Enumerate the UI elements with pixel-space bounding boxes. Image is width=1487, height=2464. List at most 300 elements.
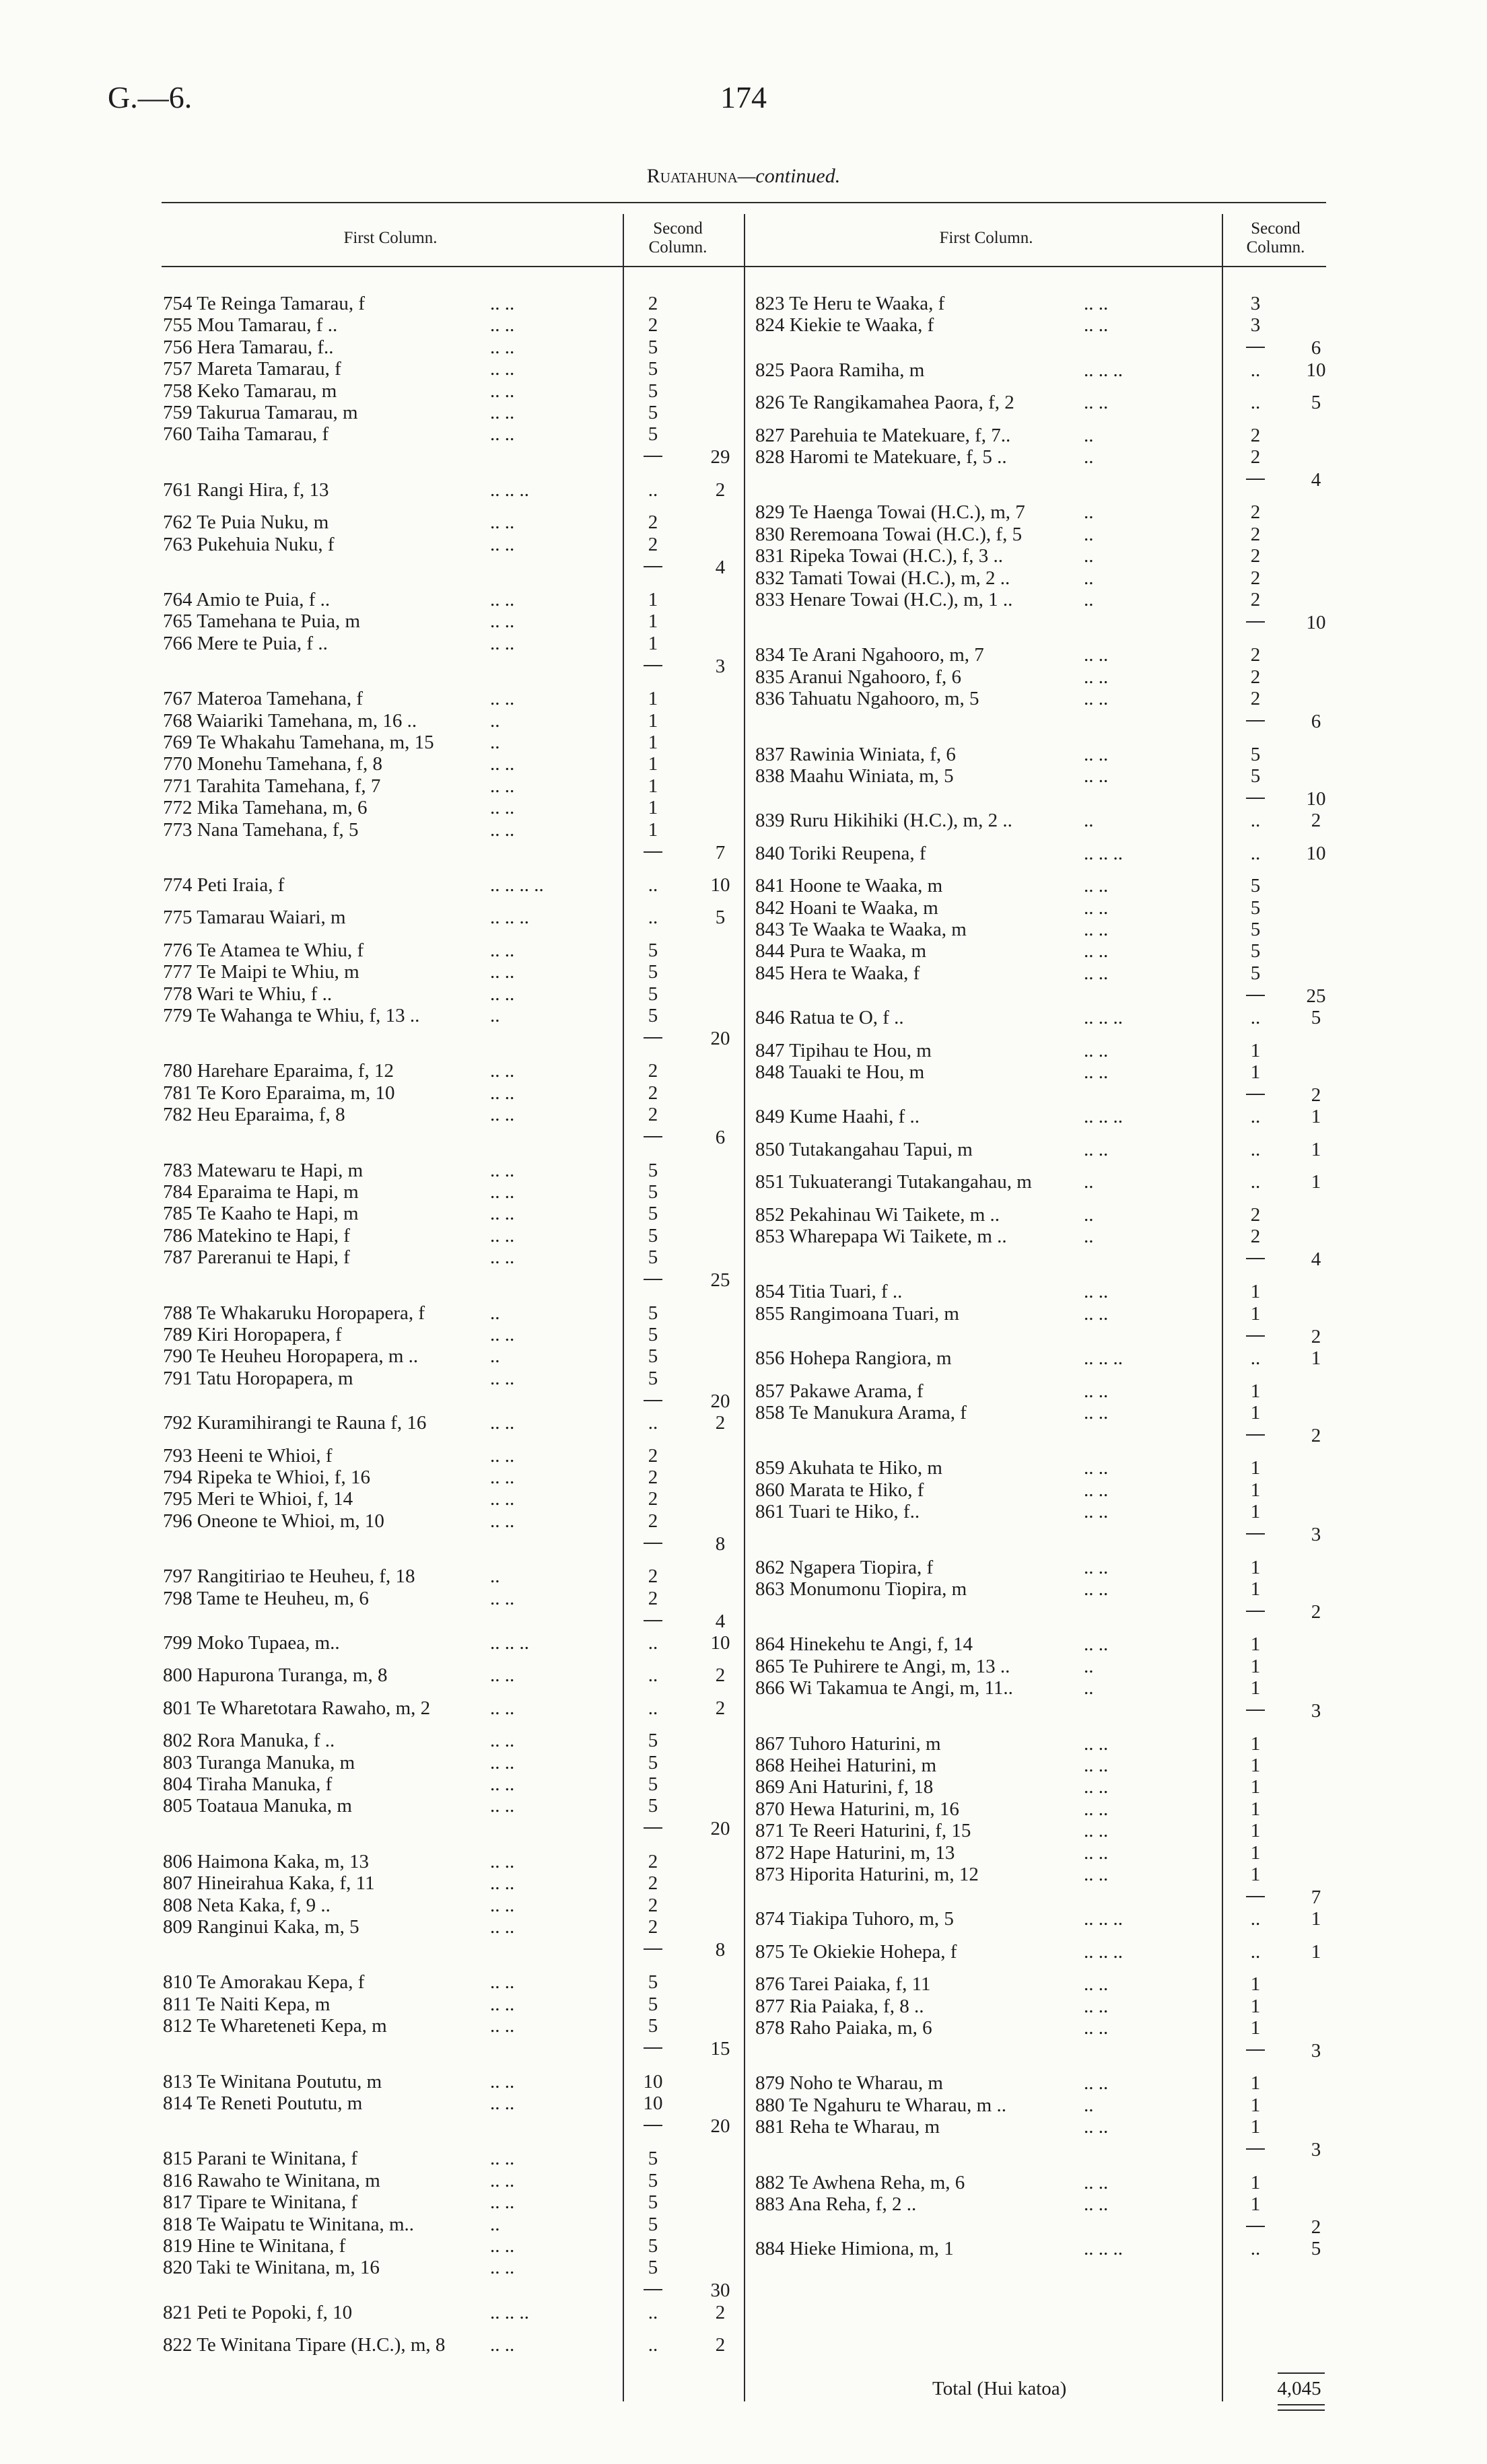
entry-name: 846 Ratua te O, f .. bbox=[755, 1007, 904, 1029]
group-subtotal: 2 bbox=[1311, 2216, 1321, 2238]
list-item bbox=[755, 1677, 1222, 1699]
subtotal-dash bbox=[644, 1543, 662, 1544]
entry-name: 847 Tipihau te Hou, m bbox=[755, 1039, 932, 1061]
list-item bbox=[755, 1402, 1222, 1423]
list-item bbox=[755, 567, 1222, 589]
entry-name: 827 Parehuia te Matekuare, f, 7.. bbox=[755, 424, 1011, 446]
entry-name: 854 Titia Tuari, f .. bbox=[755, 1281, 903, 1303]
leader-dots: .. .. bbox=[490, 589, 515, 610]
entry-share: 1 bbox=[1250, 1732, 1261, 1755]
entry-share: 5 bbox=[648, 380, 658, 402]
list-item bbox=[163, 710, 623, 732]
subtotal-dash bbox=[1246, 479, 1265, 480]
leader-dots: .. .. bbox=[1084, 1798, 1109, 1820]
list-item bbox=[163, 479, 623, 501]
entry-share: 2 bbox=[648, 1850, 658, 1872]
leader-dots: .. .. bbox=[1084, 314, 1109, 337]
list-item bbox=[163, 358, 623, 380]
entry-name: 875 Te Okiekie Hohepa, f bbox=[755, 1940, 957, 1963]
empty-share-dots: .. bbox=[1250, 1347, 1261, 1370]
leader-dots: .. .. bbox=[1084, 293, 1109, 314]
leader-dots: .. .. bbox=[490, 293, 515, 314]
entry-name: 799 Moko Tupaea, m.. bbox=[163, 1632, 340, 1654]
leader-dots: .. bbox=[1084, 523, 1094, 545]
entry-name: 774 Peti Iraia, f bbox=[163, 874, 285, 896]
entry-name: 761 Rangi Hira, f, 13 bbox=[163, 479, 329, 501]
subtotal-dash bbox=[1246, 2049, 1265, 2051]
list-item bbox=[163, 1412, 623, 1434]
leader-dots: .. .. bbox=[490, 2148, 515, 2170]
right-first-column-header: First Column. bbox=[939, 229, 1033, 247]
leader-dots: .. .. bbox=[490, 1773, 515, 1795]
list-item bbox=[755, 1501, 1222, 1522]
empty-share-dots: .. bbox=[648, 479, 658, 501]
leader-dots: .. bbox=[1084, 567, 1094, 589]
entry-share: 5 bbox=[1250, 919, 1261, 940]
entry-share: 5 bbox=[1250, 875, 1261, 897]
subtotal-dash bbox=[1246, 995, 1265, 996]
entry-name: 755 Mou Tamarau, f .. bbox=[163, 314, 338, 337]
entry-share: 2 bbox=[1250, 567, 1261, 589]
subtotal-dash bbox=[1246, 1611, 1265, 1612]
entry-share: 5 bbox=[648, 1773, 658, 1795]
entry-share: 2 bbox=[1250, 501, 1261, 524]
entry-name: 813 Te Winitana Poututu, m bbox=[163, 2070, 382, 2092]
list-item bbox=[755, 1171, 1222, 1193]
list-item bbox=[163, 337, 623, 358]
entry-share: 1 bbox=[1250, 1039, 1261, 1061]
group-subtotal: 3 bbox=[1311, 1524, 1321, 1546]
leader-dots: .. .. bbox=[490, 1324, 515, 1345]
empty-share-dots: .. bbox=[1250, 1940, 1261, 1963]
list-item bbox=[163, 1225, 623, 1246]
leader-dots: .. .. bbox=[490, 423, 515, 446]
list-item bbox=[755, 897, 1222, 919]
entry-name: 868 Heihei Haturini, m bbox=[755, 1755, 937, 1776]
section-title bbox=[0, 165, 1487, 188]
group-subtotal: 25 bbox=[710, 1269, 730, 1292]
group-subtotal: 6 bbox=[1311, 711, 1321, 733]
subtotal-dash bbox=[644, 2289, 662, 2290]
leader-dots: .. .. bbox=[1084, 875, 1109, 897]
entry-name: 853 Wharepapa Wi Taikete, m .. bbox=[755, 1226, 1007, 1247]
group-subtotal: 2 bbox=[715, 1412, 726, 1434]
list-item bbox=[163, 1795, 623, 1817]
entry-name: 771 Tarahita Tamehana, f, 7 bbox=[163, 775, 381, 797]
entry-share: 1 bbox=[1250, 1798, 1261, 1820]
group-subtotal: 7 bbox=[1311, 1887, 1321, 1908]
leader-dots: .. .. bbox=[490, 1367, 515, 1389]
list-item bbox=[163, 1246, 623, 1268]
leader-dots: .. .. .. bbox=[1084, 359, 1123, 381]
list-item bbox=[755, 1820, 1222, 1841]
list-item bbox=[755, 501, 1222, 523]
entry-name: 850 Tutakangahau Tapui, m bbox=[755, 1138, 973, 1160]
leader-dots: .. .. bbox=[1084, 1973, 1109, 1996]
entry-name: 769 Te Whakahu Tamehana, m, 15 bbox=[163, 732, 434, 753]
leader-dots: .. .. bbox=[490, 1894, 515, 1916]
list-item bbox=[163, 1971, 623, 1993]
leader-dots: .. .. bbox=[490, 1082, 515, 1104]
entry-share: 5 bbox=[648, 939, 658, 961]
list-item bbox=[755, 688, 1222, 709]
section-title-name: Ruatahuna bbox=[646, 165, 738, 187]
entry-name: 874 Tiakipa Tuhoro, m, 5 bbox=[755, 1908, 954, 1930]
list-item bbox=[755, 1842, 1222, 1864]
leader-dots: .. .. bbox=[490, 2015, 515, 2037]
subtotal-dash bbox=[1246, 1335, 1265, 1337]
leader-dots: .. .. .. bbox=[490, 907, 529, 929]
subtotal-dash bbox=[644, 1948, 662, 1950]
list-item bbox=[755, 1139, 1222, 1160]
list-item bbox=[755, 524, 1222, 545]
entry-name: 785 Te Kaaho te Hapi, m bbox=[163, 1203, 359, 1225]
list-item bbox=[163, 1005, 623, 1026]
leader-dots: .. .. bbox=[490, 1224, 515, 1246]
list-item bbox=[755, 1457, 1222, 1479]
entry-name: 793 Heeni te Whioi, f bbox=[163, 1444, 333, 1467]
entry-name: 798 Tame te Heuheu, m, 6 bbox=[163, 1587, 369, 1609]
list-item bbox=[163, 1488, 623, 1510]
entry-share: 1 bbox=[1250, 2171, 1261, 2193]
leader-dots: .. .. .. bbox=[1084, 842, 1123, 864]
entry-share: 1 bbox=[1250, 1841, 1261, 1864]
entry-name: 780 Harehare Eparaima, f, 12 bbox=[163, 1060, 394, 1082]
list-item bbox=[755, 293, 1222, 314]
entry-share: 1 bbox=[1250, 1302, 1261, 1325]
entry-name: 810 Te Amorakau Kepa, f bbox=[163, 1971, 365, 1994]
entry-share: 5 bbox=[1250, 896, 1261, 919]
entry-name: 768 Waiariki Tamehana, m, 16 .. bbox=[163, 709, 417, 732]
list-item bbox=[163, 775, 623, 797]
list-item bbox=[163, 1324, 623, 1345]
entry-name: 770 Monehu Tamehana, f, 8 bbox=[163, 753, 383, 775]
entry-name: 839 Ruru Hikihiki (H.C.), m, 2 .. bbox=[755, 810, 1012, 832]
entry-share: 5 bbox=[1250, 743, 1261, 765]
entry-share: 1 bbox=[1250, 1995, 1261, 2017]
leader-dots: .. bbox=[1084, 424, 1094, 446]
list-item bbox=[755, 1776, 1222, 1798]
entry-name: 814 Te Reneti Poututu, m bbox=[163, 2092, 363, 2114]
list-item bbox=[755, 765, 1222, 787]
leader-dots: .. .. bbox=[490, 1060, 515, 1082]
leader-dots: .. bbox=[490, 732, 500, 753]
entry-name: 845 Hera te Waaka, f bbox=[755, 962, 920, 984]
leader-dots: .. .. bbox=[490, 2070, 515, 2092]
group-subtotal: 10 bbox=[1306, 612, 1326, 633]
list-item bbox=[163, 1445, 623, 1467]
entry-share: 5 bbox=[648, 358, 658, 380]
subtotal-dash bbox=[644, 1279, 662, 1280]
leader-dots: .. bbox=[1084, 1226, 1094, 1247]
entry-name: 760 Taiha Tamarau, f bbox=[163, 423, 329, 446]
group-subtotal: 5 bbox=[1311, 392, 1321, 414]
leader-dots: .. .. bbox=[490, 1971, 515, 1994]
entry-share: 1 bbox=[1250, 1973, 1261, 1996]
entry-share: 1 bbox=[1250, 1677, 1261, 1699]
leader-dots: .. .. bbox=[490, 1159, 515, 1181]
list-item bbox=[163, 1565, 623, 1587]
entry-name: 822 Te Winitana Tipare (H.C.), m, 8 bbox=[163, 2334, 446, 2356]
entry-name: 826 Te Rangikamahea Paora, f, 2 bbox=[755, 392, 1014, 414]
list-item bbox=[755, 1656, 1222, 1677]
leader-dots: .. .. bbox=[1084, 1864, 1109, 1885]
leader-dots: .. .. bbox=[490, 1467, 515, 1488]
leader-dots: .. .. bbox=[1084, 743, 1109, 765]
list-item bbox=[755, 1479, 1222, 1501]
leader-dots: .. .. bbox=[490, 818, 515, 841]
list-item bbox=[163, 1203, 623, 1224]
entry-name: 828 Haromi te Matekuare, f, 5 .. bbox=[755, 446, 1007, 468]
list-item bbox=[163, 1104, 623, 1125]
leader-dots: .. .. .. bbox=[490, 479, 529, 501]
subtotal-dash bbox=[1246, 2226, 1265, 2227]
entry-name: 841 Hoone te Waaka, m bbox=[755, 875, 943, 897]
list-item bbox=[163, 907, 623, 928]
entry-name: 802 Rora Manuka, f .. bbox=[163, 1730, 335, 1752]
group-subtotal: 2 bbox=[715, 1664, 726, 1687]
list-item bbox=[163, 2302, 623, 2323]
entry-share: 1 bbox=[1250, 1864, 1261, 1885]
leader-dots: .. .. bbox=[1084, 1061, 1109, 1083]
leader-dots: .. bbox=[1084, 545, 1094, 567]
entry-name: 863 Monumonu Tiopira, m bbox=[755, 1578, 967, 1600]
list-item bbox=[163, 1664, 623, 1686]
entry-share: 5 bbox=[1250, 765, 1261, 787]
entry-name: 791 Tatu Horopapera, m bbox=[163, 1367, 353, 1389]
leader-dots: .. bbox=[1084, 810, 1094, 832]
entry-name: 883 Ana Reha, f, 2 .. bbox=[755, 2193, 917, 2215]
entry-share: 5 bbox=[648, 402, 658, 423]
entry-name: 794 Ripeka te Whioi, f, 16 bbox=[163, 1467, 370, 1488]
entry-share: 1 bbox=[1250, 1380, 1261, 1402]
list-item bbox=[163, 1467, 623, 1488]
list-item bbox=[755, 875, 1222, 896]
group-subtotal: 10 bbox=[1306, 842, 1326, 864]
list-item bbox=[163, 688, 623, 709]
group-subtotal: 1 bbox=[1311, 1940, 1321, 1963]
list-item bbox=[755, 1864, 1222, 1885]
entry-name: 831 Ripeka Towai (H.C.), f, 3 .. bbox=[755, 545, 1003, 567]
entry-name: 872 Hape Haturini, m, 13 bbox=[755, 1841, 955, 1864]
leader-dots: .. .. bbox=[1084, 1039, 1109, 1061]
leader-dots: .. .. bbox=[490, 939, 515, 961]
entry-name: 871 Te Reeri Haturini, f, 15 bbox=[755, 1820, 971, 1842]
list-item bbox=[163, 1994, 623, 2015]
entry-name: 824 Kiekie te Waaka, f bbox=[755, 314, 934, 337]
entry-name: 815 Parani te Winitana, f bbox=[163, 2148, 358, 2170]
list-item bbox=[755, 392, 1222, 413]
entry-share: 1 bbox=[1250, 1457, 1261, 1479]
leader-dots: .. .. bbox=[1084, 2072, 1109, 2095]
leader-dots: .. .. bbox=[1084, 2017, 1109, 2039]
entry-name: 851 Tukuaterangi Tutakangahau, m bbox=[755, 1171, 1032, 1193]
entry-name: 829 Te Haenga Towai (H.C.), m, 7 bbox=[755, 501, 1025, 524]
list-item bbox=[163, 2334, 623, 2356]
entry-name: 834 Te Arani Ngahooro, m, 7 bbox=[755, 644, 984, 666]
group-subtotal: 2 bbox=[715, 479, 726, 501]
list-item bbox=[163, 1916, 623, 1938]
leader-dots: .. .. .. bbox=[1084, 1908, 1123, 1930]
entry-name: 856 Hohepa Rangiora, m bbox=[755, 1347, 952, 1370]
leader-dots: .. .. bbox=[1084, 1841, 1109, 1864]
entry-share: 2 bbox=[1250, 1203, 1261, 1226]
group-subtotal: 5 bbox=[1311, 2238, 1321, 2260]
entry-share: 5 bbox=[648, 1345, 658, 1368]
leader-dots: .. .. .. bbox=[1084, 1106, 1123, 1128]
group-subtotal: 6 bbox=[1311, 337, 1321, 359]
subtotal-dash bbox=[1246, 1533, 1265, 1535]
leader-dots: .. .. bbox=[490, 1488, 515, 1510]
leader-dots: .. .. bbox=[490, 610, 515, 633]
list-item bbox=[163, 819, 623, 841]
entry-name: 805 Toataua Manuka, m bbox=[163, 1795, 352, 1817]
leader-dots: .. .. bbox=[1084, 688, 1109, 710]
entry-name: 783 Matewaru te Hapi, m bbox=[163, 1159, 364, 1181]
entry-name: 830 Reremoana Towai (H.C.), f, 5 bbox=[755, 523, 1023, 545]
entry-name: 795 Meri te Whioi, f, 14 bbox=[163, 1488, 353, 1510]
group-subtotal: 15 bbox=[710, 2038, 730, 2060]
entry-share: 5 bbox=[648, 961, 658, 983]
list-item bbox=[755, 1007, 1222, 1028]
entry-name: 764 Amio te Puia, f .. bbox=[163, 589, 331, 610]
entry-share: 2 bbox=[648, 1916, 658, 1938]
leader-dots: .. .. .. bbox=[1084, 1347, 1123, 1370]
list-item bbox=[755, 1996, 1222, 2017]
empty-share-dots: .. bbox=[1250, 1908, 1261, 1930]
entry-share: 2 bbox=[648, 1082, 658, 1104]
entry-name: 880 Te Ngahuru te Wharau, m .. bbox=[755, 2094, 1006, 2116]
list-item bbox=[163, 1730, 623, 1751]
entry-share: 5 bbox=[648, 983, 658, 1005]
subtotal-dash bbox=[644, 566, 662, 567]
leader-dots: .. .. bbox=[490, 1697, 515, 1719]
list-item bbox=[163, 1060, 623, 1082]
leader-dots: .. .. bbox=[490, 314, 515, 337]
empty-share-dots: .. bbox=[648, 1632, 658, 1654]
entry-name: 786 Matekino te Hapi, f bbox=[163, 1224, 350, 1246]
list-item bbox=[163, 512, 623, 533]
group-subtotal: 2 bbox=[1311, 1325, 1321, 1347]
leader-dots: .. .. bbox=[490, 1751, 515, 1773]
empty-share-dots: .. bbox=[648, 874, 658, 896]
entry-name: 876 Tarei Paiaka, f, 11 bbox=[755, 1973, 931, 1996]
leader-dots: .. .. bbox=[490, 1181, 515, 1203]
leader-dots: .. .. bbox=[1084, 392, 1109, 414]
empty-share-dots: .. bbox=[648, 1697, 658, 1719]
group-subtotal: 20 bbox=[710, 1028, 730, 1049]
group-subtotal: 3 bbox=[715, 655, 726, 677]
entry-name: 809 Ranginui Kaka, m, 5 bbox=[163, 1916, 359, 1938]
entry-name: 800 Hapurona Turanga, m, 8 bbox=[163, 1664, 388, 1687]
entry-share: 5 bbox=[648, 1795, 658, 1817]
entry-share: 2 bbox=[648, 1510, 658, 1532]
leader-dots: .. .. .. .. bbox=[490, 874, 544, 896]
leader-dots: .. .. bbox=[490, 402, 515, 423]
leader-dots: .. .. bbox=[1084, 1578, 1109, 1600]
list-item bbox=[755, 2072, 1222, 2094]
entry-share: 1 bbox=[648, 709, 658, 732]
leader-dots: .. .. bbox=[490, 632, 515, 654]
leader-dots: .. .. bbox=[1084, 1732, 1109, 1755]
entry-share: 5 bbox=[648, 2169, 658, 2191]
list-item bbox=[755, 1040, 1222, 1061]
entry-name: 812 Te Whareteneti Kepa, m bbox=[163, 2015, 387, 2037]
list-item bbox=[755, 1578, 1222, 1600]
group-subtotal: 10 bbox=[710, 1632, 730, 1654]
leader-dots: .. .. bbox=[490, 1104, 515, 1126]
list-item bbox=[755, 1380, 1222, 1402]
entry-name: 833 Henare Towai (H.C.), m, 1 .. bbox=[755, 589, 1013, 610]
list-item bbox=[163, 983, 623, 1005]
group-subtotal: 3 bbox=[1311, 2139, 1321, 2161]
entry-name: 756 Hera Tamarau, f.. bbox=[163, 336, 334, 358]
leader-dots: .. .. .. bbox=[490, 2301, 529, 2323]
list-item bbox=[163, 874, 623, 896]
leader-dots: .. .. bbox=[1084, 644, 1109, 666]
entry-share: 5 bbox=[648, 1751, 658, 1773]
leader-dots: .. .. bbox=[1084, 1776, 1109, 1798]
subtotal-dash bbox=[1246, 347, 1265, 348]
empty-share-dots: .. bbox=[648, 2301, 658, 2323]
list-item bbox=[755, 1204, 1222, 1226]
entry-share: 5 bbox=[648, 1246, 658, 1269]
leader-dots: .. .. bbox=[490, 1795, 515, 1817]
entry-name: 811 Te Naiti Kepa, m bbox=[163, 1993, 331, 2015]
entry-name: 775 Tamarau Waiari, m bbox=[163, 907, 346, 929]
entry-share: 5 bbox=[1250, 962, 1261, 984]
leader-dots: .. .. bbox=[490, 2169, 515, 2191]
list-item bbox=[163, 797, 623, 818]
leader-dots: .. bbox=[490, 2213, 500, 2235]
entry-share: 1 bbox=[1250, 2017, 1261, 2039]
leader-dots: .. .. bbox=[490, 1510, 515, 1532]
entry-share: 5 bbox=[648, 1181, 658, 1203]
list-item bbox=[755, 545, 1222, 567]
subtotal-dash bbox=[1246, 1896, 1265, 1897]
entry-share: 2 bbox=[648, 1467, 658, 1488]
list-item bbox=[163, 423, 623, 445]
entry-name: 882 Te Awhena Reha, m, 6 bbox=[755, 2171, 965, 2193]
list-item bbox=[755, 446, 1222, 468]
leader-dots: .. .. .. bbox=[1084, 1940, 1123, 1963]
group-subtotal: 2 bbox=[715, 2334, 726, 2356]
group-subtotal: 2 bbox=[715, 2301, 726, 2323]
entry-share: 1 bbox=[1250, 2072, 1261, 2095]
entry-share: 5 bbox=[648, 1993, 658, 2015]
entry-share: 2 bbox=[1250, 688, 1261, 710]
subtotal-dash bbox=[1246, 1094, 1265, 1095]
subtotal-dash bbox=[644, 2047, 662, 2049]
leader-dots: .. .. bbox=[490, 797, 515, 819]
list-item bbox=[163, 1510, 623, 1532]
entry-share: 5 bbox=[648, 1005, 658, 1026]
entry-share: 1 bbox=[648, 797, 658, 819]
entry-share: 2 bbox=[1250, 644, 1261, 666]
list-item bbox=[755, 589, 1222, 610]
leader-dots: .. .. bbox=[1084, 1302, 1109, 1325]
leader-dots: .. bbox=[490, 1565, 500, 1588]
entry-share: 1 bbox=[648, 753, 658, 775]
group-subtotal: 30 bbox=[710, 2280, 730, 2302]
leader-dots: .. bbox=[1084, 1655, 1094, 1677]
entry-name: 860 Marata te Hiko, f bbox=[755, 1479, 924, 1501]
group-subtotal: 3 bbox=[1311, 2040, 1321, 2062]
leader-dots: .. .. bbox=[1084, 1281, 1109, 1303]
leader-dots: .. .. bbox=[1084, 2193, 1109, 2215]
list-item bbox=[755, 1755, 1222, 1776]
list-item bbox=[163, 2092, 623, 2114]
